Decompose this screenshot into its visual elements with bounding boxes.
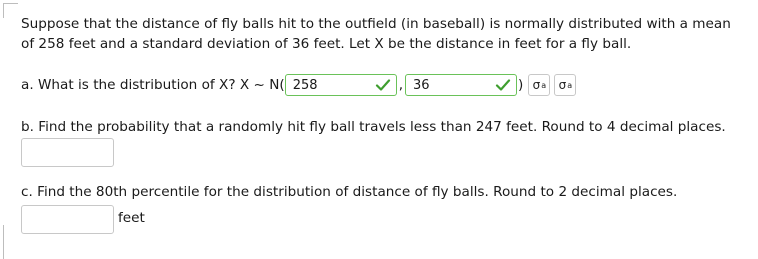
sigma-superscript: a — [567, 80, 573, 90]
problem-stem: Suppose that the distance of fly balls hit to the outfield (in baseball) is normally distributed with a mean of 258 feet and a standard deviation of 36 feet. Let X be the distance in feet for a fly ball. — [21, 16, 731, 52]
part-a-prompt: a. What is the distribution of X? X ~ N( — [21, 77, 285, 93]
check-icon — [495, 78, 511, 92]
sigma-icon: σ — [558, 78, 567, 92]
sigma-superscript: a — [541, 80, 547, 90]
unit-label: feet — [118, 210, 145, 226]
probability-answer-input[interactable] — [21, 138, 114, 167]
sigma-symbol-button-2[interactable] — [554, 74, 576, 96]
frame-edge — [3, 225, 4, 259]
frame-corner — [3, 3, 18, 18]
percentile-answer-input[interactable] — [21, 205, 114, 234]
mean-answer-field[interactable] — [285, 74, 397, 96]
sigma-symbol-button[interactable] — [528, 74, 550, 96]
check-icon — [375, 78, 391, 92]
comma-separator: , — [398, 77, 404, 93]
part-b-prompt: b. Find the probability that a randomly hit fly ball travels less than 247 feet. Round to 4 decimal places. — [21, 119, 726, 135]
part-a-row — [21, 72, 576, 98]
close-paren: ) — [518, 77, 524, 93]
sd-answer-value: 36 — [413, 77, 430, 93]
mean-answer-value: 258 — [292, 77, 318, 93]
sigma-icon: σ — [532, 78, 541, 92]
part-c-prompt: c. Find the 80th percentile for the distribution of distance of fly balls. Round to 2 decimal places. — [21, 184, 678, 200]
sd-answer-field[interactable] — [405, 74, 517, 96]
